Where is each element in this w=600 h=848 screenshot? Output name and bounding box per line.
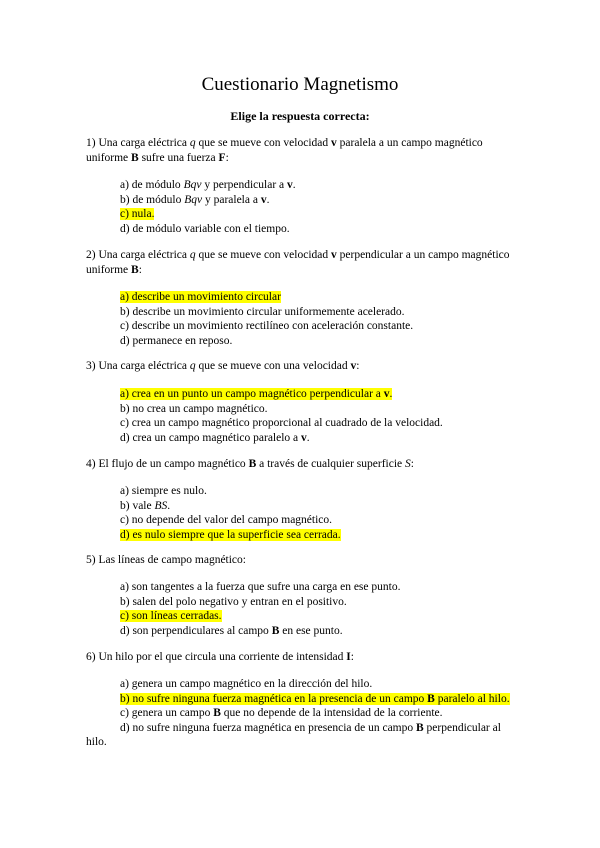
- option-2d: d) permanece en reposo.: [120, 334, 233, 347]
- document-title: Cuestionario Magnetismo: [201, 74, 399, 95]
- option-3c: c) crea un campo magnético proporcional al cuadrado de la velocidad.: [120, 417, 443, 429]
- option-4d-correct: d) es nulo siempre que la superficie sea cerrada.: [120, 528, 341, 541]
- option-3a-correct: a) crea en un punto un campo magnético perpendicular a v.: [120, 388, 393, 400]
- question-6-options: [86, 677, 522, 750]
- option-5a: a) son tangentes a la fuerza que sufre una carga en ese punto.: [120, 581, 401, 593]
- option-1d: d) de módulo variable con el tiempo.: [120, 222, 290, 235]
- question-5: 5) Las líneas de campo magnético:: [86, 554, 246, 566]
- option-2c: c) describe un movimiento rectilíneo con aceleración constante.: [120, 320, 414, 332]
- question-2-options: [86, 290, 522, 348]
- option-2a-correct: a) describe un movimiento circular: [120, 291, 281, 303]
- question-3-options: [86, 387, 522, 445]
- option-6a: a) genera un campo magnético en la dirección del hilo.: [120, 678, 373, 690]
- question-2: 2) Una carga eléctrica q que se mueve con velocidad v perpendicular a un campo magnético uniforme B:: [86, 249, 510, 276]
- option-3b: b) no crea un campo magnético.: [120, 402, 268, 415]
- option-4c: c) no depende del valor del campo magnético.: [120, 514, 333, 526]
- option-4a: a) siempre es nulo.: [120, 485, 207, 497]
- question-6: 6) Un hilo por el que circula una corriente de intensidad I:: [86, 651, 354, 663]
- question-4-options: [86, 484, 522, 542]
- instructions-heading: Elige la respuesta correcta:: [230, 109, 370, 123]
- option-1b: b) de módulo Bqv y paralela a v.: [120, 193, 270, 206]
- option-5b: b) salen del polo negativo y entran en el positivo.: [120, 595, 347, 608]
- option-2b: b) describe un movimiento circular uniformemente acelerado.: [120, 305, 405, 318]
- option-6c: c) genera un campo B que no depende de la intensidad de la corriente.: [120, 707, 443, 719]
- option-1c-correct: c) nula.: [120, 208, 155, 220]
- option-6d: d) no sufre ninguna fuerza magnética en presencia de un campo B perpendicular al hilo.: [86, 721, 501, 748]
- option-6b-correct: b) no sufre ninguna fuerza magnética en la presencia de un campo B paralelo al hilo.: [120, 692, 510, 705]
- question-5-options: [86, 580, 522, 638]
- question-1-options: [86, 178, 522, 236]
- option-4b: b) vale BS.: [120, 499, 171, 512]
- question-1: 1) Una carga eléctrica q que se mueve con velocidad v paralela a un campo magnético uniforme B sufre una fuerza F:: [86, 137, 483, 164]
- option-5d: d) son perpendiculares al campo B en ese punto.: [120, 624, 343, 637]
- option-3d: d) crea un campo magnético paralelo a v.: [120, 431, 310, 444]
- question-4: 4) El flujo de un campo magnético B a través de cualquier superficie S:: [86, 458, 414, 470]
- question-3: 3) Una carga eléctrica q que se mueve con una velocidad v:: [86, 360, 360, 372]
- option-5c-correct: c) son líneas cerradas.: [120, 610, 222, 622]
- option-1a: a) de módulo Bqv y perpendicular a v.: [120, 179, 296, 191]
